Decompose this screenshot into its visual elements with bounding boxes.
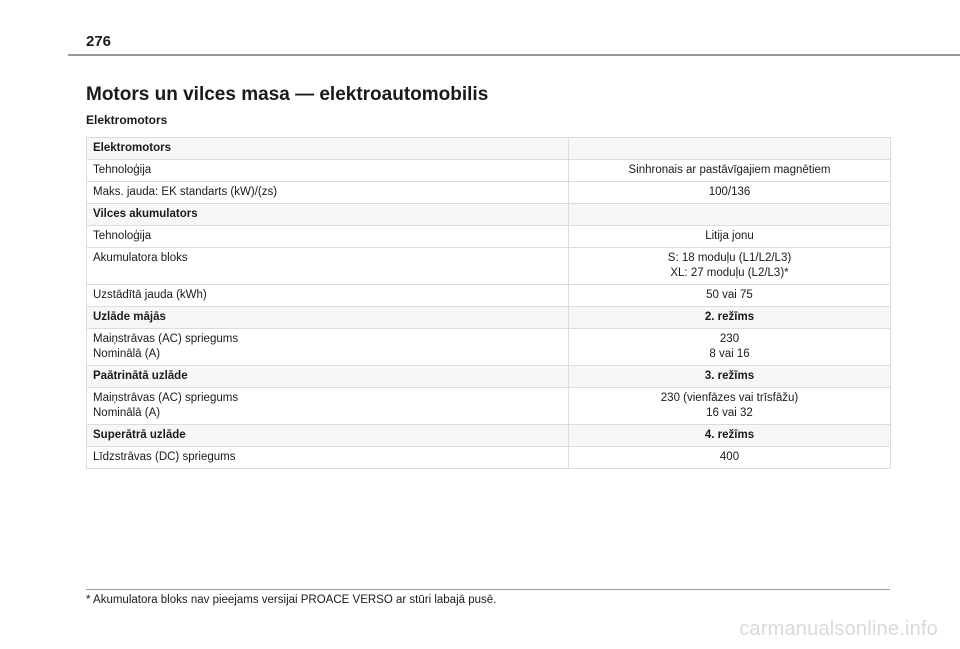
section-subtitle: Elektromotors [86, 113, 168, 127]
footnote: * Akumulatora bloks nav pieejams versijai PROACE VERSO ar stūri labajā pusē. [86, 594, 497, 606]
page-number: 276 [86, 33, 112, 50]
header-divider [68, 54, 960, 56]
table-row [87, 226, 891, 248]
row-value: 2. režīms [569, 307, 891, 329]
row-value: S: 18 moduļu (L1/L2/L3) XL: 27 moduļu (L2/L3)* [569, 248, 891, 285]
row-value: 50 vai 75 [569, 285, 891, 307]
row-label: Paātrinātā uzlāde [87, 366, 569, 388]
table-section-row [87, 366, 891, 388]
row-label: Maks. jauda: EK standarts (kW)/(zs) [87, 182, 569, 204]
table-row [87, 248, 891, 285]
spec-table [86, 137, 891, 469]
row-label: Uzstādītā jauda (kWh) [87, 285, 569, 307]
table-row [87, 388, 891, 425]
row-label: Superātrā uzlāde [87, 425, 569, 447]
table-section-row [87, 307, 891, 329]
row-label: Akumulatora bloks [87, 248, 569, 285]
spec-table-body [87, 138, 891, 469]
table-row [87, 329, 891, 366]
row-value: 4. režīms [569, 425, 891, 447]
row-value: Litija jonu [569, 226, 891, 248]
row-label: Vilces akumulators [87, 204, 569, 226]
row-value: Sinhronais ar pastāvīgajiem magnētiem [569, 160, 891, 182]
row-label: Uzlāde mājās [87, 307, 569, 329]
row-label: Līdzstrāvas (DC) spriegums [87, 447, 569, 469]
table-row [87, 160, 891, 182]
page-title: Motors un vilces masa — elektroautomobilis [86, 84, 489, 105]
row-value: 400 [569, 447, 891, 469]
row-value: 3. režīms [569, 366, 891, 388]
row-label: Elektromotors [87, 138, 569, 160]
row-label: Tehnoloģija [87, 160, 569, 182]
table-section-row [87, 204, 891, 226]
table-row [87, 182, 891, 204]
table-row [87, 447, 891, 469]
row-value: 100/136 [569, 182, 891, 204]
footnote-divider [86, 589, 890, 590]
row-value: 230 (vienfāzes vai trīsfāžu) 16 vai 32 [569, 388, 891, 425]
row-value: 230 8 vai 16 [569, 329, 891, 366]
row-value [569, 204, 891, 226]
watermark: carmanualsonline.info [739, 618, 938, 640]
table-row [87, 285, 891, 307]
table-section-row [87, 425, 891, 447]
row-label: Maiņstrāvas (AC) spriegums Nominālā (A) [87, 329, 569, 366]
row-label: Maiņstrāvas (AC) spriegums Nominālā (A) [87, 388, 569, 425]
row-value [569, 138, 891, 160]
table-section-row [87, 138, 891, 160]
row-label: Tehnoloģija [87, 226, 569, 248]
